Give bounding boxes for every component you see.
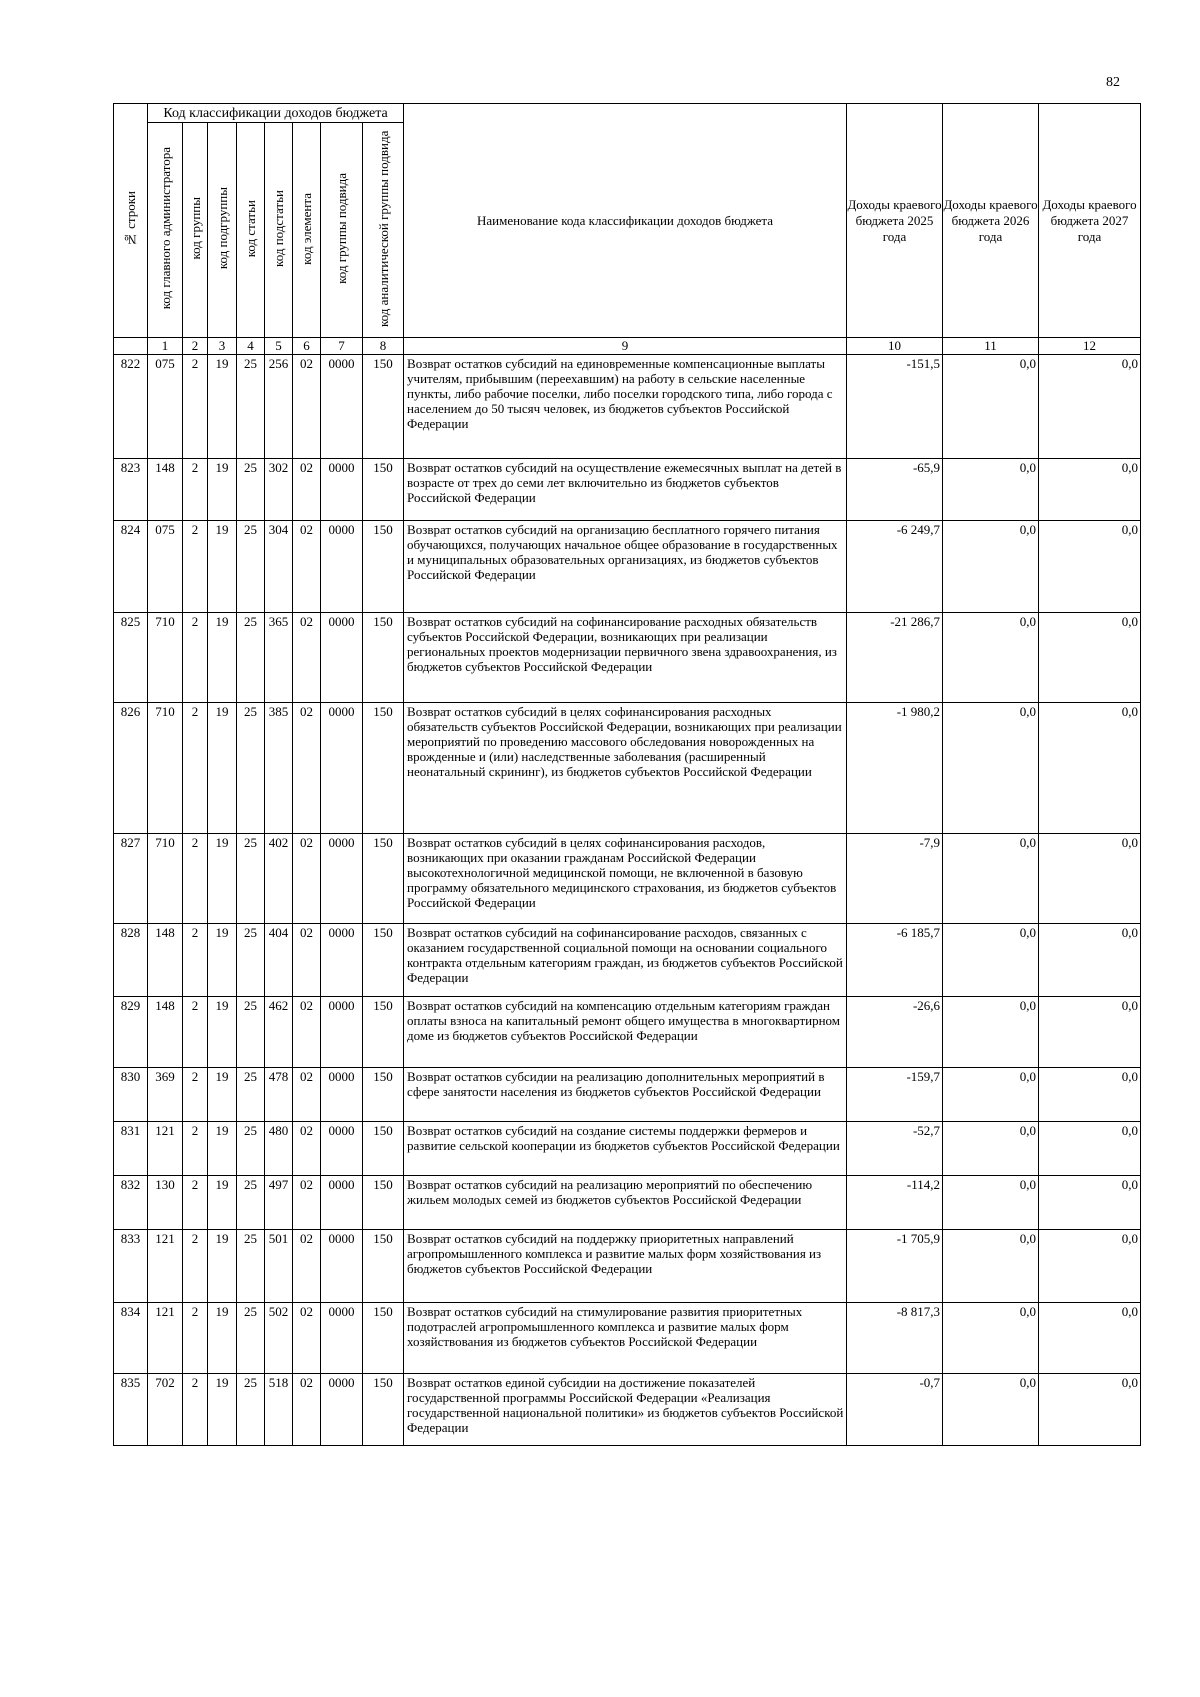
income-2025-cell: -0,7 (847, 1374, 943, 1446)
subgroup-code-cell: 19 (208, 924, 237, 997)
subarticle-code-cell: 502 (265, 1303, 293, 1374)
subarticle-code-cell: 501 (265, 1230, 293, 1303)
element-code-cell: 02 (293, 924, 321, 997)
analytic-group-code-cell: 150 (363, 613, 404, 703)
row-number-cell: 830 (114, 1068, 148, 1122)
header-code-subtype-group (321, 123, 363, 338)
income-2026-cell: 0,0 (943, 1303, 1039, 1374)
table-row (114, 355, 1141, 459)
column-number: 10 (847, 338, 943, 355)
group-code-cell: 2 (183, 355, 208, 459)
table-row (114, 703, 1141, 834)
analytic-group-code-cell: 150 (363, 1068, 404, 1122)
income-2026-cell: 0,0 (943, 355, 1039, 459)
income-2026-cell: 0,0 (943, 613, 1039, 703)
group-code-cell: 2 (183, 834, 208, 924)
subgroup-code-cell: 19 (208, 613, 237, 703)
subgroup-code-cell: 19 (208, 834, 237, 924)
income-2027-cell: 0,0 (1039, 613, 1141, 703)
header-code-admin (148, 123, 183, 338)
income-2027-cell: 0,0 (1039, 1122, 1141, 1176)
income-2027-cell: 0,0 (1039, 355, 1141, 459)
subtype-group-code-cell: 0000 (321, 1230, 363, 1303)
column-number: 2 (183, 338, 208, 355)
revenue-name-cell: Возврат остатков субсидий на компенсацию отдельным категориям граждан оплаты взноса на капитальный ремонт общего имущества в многоквартирном доме из бюджетов субъектов Российской Федерации (404, 997, 847, 1068)
header-row-number-label: № строки (123, 190, 138, 248)
income-2025-cell: -8 817,3 (847, 1303, 943, 1374)
analytic-group-code-cell: 150 (363, 703, 404, 834)
element-code-cell: 02 (293, 613, 321, 703)
header-code-article (237, 123, 265, 338)
subtype-group-code-cell: 0000 (321, 613, 363, 703)
subarticle-code-cell: 302 (265, 459, 293, 521)
income-2027-cell: 0,0 (1039, 834, 1141, 924)
income-2025-cell: -151,5 (847, 355, 943, 459)
subtype-group-code-cell: 0000 (321, 521, 363, 613)
element-code-cell: 02 (293, 834, 321, 924)
income-2026-cell: 0,0 (943, 1374, 1039, 1446)
row-number-cell: 823 (114, 459, 148, 521)
income-2025-cell: -114,2 (847, 1176, 943, 1230)
article-code-cell: 25 (237, 1303, 265, 1374)
column-number: 12 (1039, 338, 1141, 355)
header-row-number (114, 104, 148, 338)
element-code-cell: 02 (293, 1176, 321, 1230)
column-number: 9 (404, 338, 847, 355)
row-number-cell: 824 (114, 521, 148, 613)
subarticle-code-cell: 404 (265, 924, 293, 997)
column-number: 8 (363, 338, 404, 355)
analytic-group-code-cell: 150 (363, 1122, 404, 1176)
subarticle-code-cell: 480 (265, 1122, 293, 1176)
revenue-name-cell: Возврат остатков единой субсидии на достижение показателей государственной программы Российской Федерации «Реализация государственной национальной политики» из бюджетов субъектов Российской Федерации (404, 1374, 847, 1446)
group-code-cell: 2 (183, 1303, 208, 1374)
analytic-group-code-cell: 150 (363, 997, 404, 1068)
row-number-cell: 822 (114, 355, 148, 459)
income-2025-cell: -26,6 (847, 997, 943, 1068)
row-number-cell: 835 (114, 1374, 148, 1446)
column-number: 11 (943, 338, 1039, 355)
subgroup-code-cell: 19 (208, 355, 237, 459)
element-code-cell: 02 (293, 355, 321, 459)
admin-code-cell: 148 (148, 924, 183, 997)
column-number: 3 (208, 338, 237, 355)
row-number-cell: 833 (114, 1230, 148, 1303)
subgroup-code-cell: 19 (208, 1374, 237, 1446)
group-code-cell: 2 (183, 613, 208, 703)
element-code-cell: 02 (293, 703, 321, 834)
subtype-group-code-cell: 0000 (321, 355, 363, 459)
income-2025-cell: -21 286,7 (847, 613, 943, 703)
table-row (114, 1176, 1141, 1230)
article-code-cell: 25 (237, 355, 265, 459)
header-code-admin-label: код главного администратора (157, 147, 173, 310)
subtype-group-code-cell: 0000 (321, 1374, 363, 1446)
income-2027-cell: 0,0 (1039, 521, 1141, 613)
subtype-group-code-cell: 0000 (321, 1303, 363, 1374)
income-2027-cell: 0,0 (1039, 1230, 1141, 1303)
admin-code-cell: 710 (148, 703, 183, 834)
income-2026-cell: 0,0 (943, 459, 1039, 521)
income-2025-cell: -65,9 (847, 459, 943, 521)
article-code-cell: 25 (237, 1176, 265, 1230)
income-2027-cell: 0,0 (1039, 703, 1141, 834)
element-code-cell: 02 (293, 1122, 321, 1176)
analytic-group-code-cell: 150 (363, 924, 404, 997)
admin-code-cell: 075 (148, 355, 183, 459)
income-2027-cell: 0,0 (1039, 1176, 1141, 1230)
table-row (114, 1230, 1141, 1303)
subtype-group-code-cell: 0000 (321, 1068, 363, 1122)
table-row (114, 924, 1141, 997)
subgroup-code-cell: 19 (208, 1122, 237, 1176)
column-number-row (114, 338, 1141, 355)
table-row (114, 521, 1141, 613)
column-number: 7 (321, 338, 363, 355)
income-2026-cell: 0,0 (943, 1068, 1039, 1122)
element-code-cell: 02 (293, 997, 321, 1068)
admin-code-cell: 075 (148, 521, 183, 613)
article-code-cell: 25 (237, 1122, 265, 1176)
subarticle-code-cell: 497 (265, 1176, 293, 1230)
subtype-group-code-cell: 0000 (321, 1122, 363, 1176)
row-number-cell: 827 (114, 834, 148, 924)
header-code-analytic-group (363, 123, 404, 338)
group-code-cell: 2 (183, 703, 208, 834)
subarticle-code-cell: 518 (265, 1374, 293, 1446)
element-code-cell: 02 (293, 1230, 321, 1303)
income-2026-cell: 0,0 (943, 1176, 1039, 1230)
revenue-name-cell: Возврат остатков субсидии на реализацию дополнительных мероприятий в сфере занятости населения из бюджетов субъектов Российской Федерации (404, 1068, 847, 1122)
row-number-cell: 834 (114, 1303, 148, 1374)
admin-code-cell: 148 (148, 459, 183, 521)
admin-code-cell: 121 (148, 1230, 183, 1303)
admin-code-cell: 130 (148, 1176, 183, 1230)
subgroup-code-cell: 19 (208, 521, 237, 613)
article-code-cell: 25 (237, 459, 265, 521)
row-number-cell: 831 (114, 1122, 148, 1176)
revenue-name-cell: Возврат остатков субсидий на софинансирование расходных обязательств субъектов Российской Федерации, возникающих при реализации региональных проектов модернизации первичного звена здравоохранения, из бюджетов субъектов Российской Федерации (404, 613, 847, 703)
income-2027-cell: 0,0 (1039, 459, 1141, 521)
admin-code-cell: 148 (148, 997, 183, 1068)
analytic-group-code-cell: 150 (363, 521, 404, 613)
table-header (114, 104, 1141, 355)
row-number-cell: 829 (114, 997, 148, 1068)
income-2027-cell: 0,0 (1039, 1374, 1141, 1446)
income-2027-cell: 0,0 (1039, 1303, 1141, 1374)
table-row (114, 1122, 1141, 1176)
admin-code-cell: 121 (148, 1303, 183, 1374)
subtype-group-code-cell: 0000 (321, 997, 363, 1068)
subarticle-code-cell: 256 (265, 355, 293, 459)
table-row (114, 834, 1141, 924)
element-code-cell: 02 (293, 1303, 321, 1374)
income-2026-cell: 0,0 (943, 1230, 1039, 1303)
revenue-name-cell: Возврат остатков субсидий на создание системы поддержки фермеров и развитие сельской кооперации из бюджетов субъектов Российской Федерации (404, 1122, 847, 1176)
admin-code-cell: 710 (148, 834, 183, 924)
income-2026-cell: 0,0 (943, 834, 1039, 924)
analytic-group-code-cell: 150 (363, 1374, 404, 1446)
income-2026-cell: 0,0 (943, 703, 1039, 834)
subgroup-code-cell: 19 (208, 703, 237, 834)
table-row (114, 1303, 1141, 1374)
article-code-cell: 25 (237, 997, 265, 1068)
analytic-group-code-cell: 150 (363, 834, 404, 924)
article-code-cell: 25 (237, 1374, 265, 1446)
header-income-2027: Доходы краевого бюджета 2027 года (1039, 104, 1141, 338)
income-2025-cell: -7,9 (847, 834, 943, 924)
group-code-cell: 2 (183, 1068, 208, 1122)
header-code-analytic-group-label: код аналитической группы подвида (375, 130, 391, 327)
header-income-2026: Доходы краевого бюджета 2026 года (943, 104, 1039, 338)
revenue-name-cell: Возврат остатков субсидий в целях софинансирования расходов, возникающих при оказании гражданам Российской Федерации высокотехнологичной медицинской помощи, не включенной в базовую программу обязательного медицинского страхования, из бюджетов субъектов Российской Федерации (404, 834, 847, 924)
group-code-cell: 2 (183, 1176, 208, 1230)
subarticle-code-cell: 304 (265, 521, 293, 613)
header-income-2025: Доходы краевого бюджета 2025 года (847, 104, 943, 338)
subgroup-code-cell: 19 (208, 459, 237, 521)
group-code-cell: 2 (183, 924, 208, 997)
subtype-group-code-cell: 0000 (321, 1176, 363, 1230)
column-number: 6 (293, 338, 321, 355)
table-body (114, 355, 1141, 1446)
header-code-group: Код классификации доходов бюджета (148, 104, 404, 123)
subarticle-code-cell: 402 (265, 834, 293, 924)
header-name: Наименование кода классификации доходов бюджета (404, 104, 847, 338)
row-number-cell: 832 (114, 1176, 148, 1230)
article-code-cell: 25 (237, 521, 265, 613)
article-code-cell: 25 (237, 1068, 265, 1122)
subgroup-code-cell: 19 (208, 997, 237, 1068)
income-2025-cell: -159,7 (847, 1068, 943, 1122)
element-code-cell: 02 (293, 459, 321, 521)
table-row (114, 1068, 1141, 1122)
subtype-group-code-cell: 0000 (321, 459, 363, 521)
subarticle-code-cell: 478 (265, 1068, 293, 1122)
income-2026-cell: 0,0 (943, 521, 1039, 613)
element-code-cell: 02 (293, 1068, 321, 1122)
income-2027-cell: 0,0 (1039, 924, 1141, 997)
subtype-group-code-cell: 0000 (321, 834, 363, 924)
table-row (114, 1374, 1141, 1446)
group-code-cell: 2 (183, 459, 208, 521)
analytic-group-code-cell: 150 (363, 1176, 404, 1230)
header-code-subarticle (265, 123, 293, 338)
admin-code-cell: 702 (148, 1374, 183, 1446)
header-code-subgroup (208, 123, 237, 338)
article-code-cell: 25 (237, 703, 265, 834)
subgroup-code-cell: 19 (208, 1176, 237, 1230)
revenue-name-cell: Возврат остатков субсидий в целях софинансирования расходных обязательств субъектов Российской Федерации, возникающих при реализации мероприятий по проведению массового обследования новорожденных на врожденные и (или) наследственные заболевания (расширенный неонатальный скрининг), из бюджетов субъектов Российской Федерации (404, 703, 847, 834)
analytic-group-code-cell: 150 (363, 1303, 404, 1374)
column-number: 5 (265, 338, 293, 355)
income-2026-cell: 0,0 (943, 997, 1039, 1068)
article-code-cell: 25 (237, 613, 265, 703)
analytic-group-code-cell: 150 (363, 355, 404, 459)
group-code-cell: 2 (183, 997, 208, 1068)
revenue-name-cell: Возврат остатков субсидий на единовременные компенсационные выплаты учителям, прибывшим (переехавшим) на работу в сельские населенные пункты, либо рабочие поселки, либо поселки городского типа, либо города с населением до 50 тысяч человек, из бюджетов субъектов Российской Федерации (404, 355, 847, 459)
table-row (114, 613, 1141, 703)
header-code-subtype-group-label: код группы подвида (334, 173, 349, 284)
article-code-cell: 25 (237, 1230, 265, 1303)
income-2025-cell: -6 185,7 (847, 924, 943, 997)
header-code-element (293, 123, 321, 338)
revenue-name-cell: Возврат остатков субсидий на реализацию мероприятий по обеспечению жильем молодых семей из бюджетов субъектов Российской Федерации (404, 1176, 847, 1230)
element-code-cell: 02 (293, 521, 321, 613)
header-code-subarticle-label: код подстатьи (271, 190, 286, 267)
table-row (114, 459, 1141, 521)
income-2025-cell: -52,7 (847, 1122, 943, 1176)
budget-revenue-table (113, 103, 1141, 1446)
row-number-cell: 825 (114, 613, 148, 703)
income-2027-cell: 0,0 (1039, 997, 1141, 1068)
income-2025-cell: -6 249,7 (847, 521, 943, 613)
revenue-name-cell: Возврат остатков субсидий на организацию бесплатного горячего питания обучающихся, получающих начальное общее образование в государственных и муниципальных образовательных организациях, из бюджетов субъектов Российской Федерации (404, 521, 847, 613)
subgroup-code-cell: 19 (208, 1303, 237, 1374)
page-number: 82 (1106, 75, 1120, 90)
analytic-group-code-cell: 150 (363, 1230, 404, 1303)
table-row (114, 997, 1141, 1068)
income-2026-cell: 0,0 (943, 924, 1039, 997)
header-code-group-col (183, 123, 208, 338)
row-number-cell: 828 (114, 924, 148, 997)
column-number: 4 (237, 338, 265, 355)
income-2027-cell: 0,0 (1039, 1068, 1141, 1122)
column-number (114, 338, 148, 355)
revenue-name-cell: Возврат остатков субсидий на софинансирование расходов, связанных с оказанием государственной социальной помощи на основании социального контракта отдельным категориям граждан, из бюджетов субъектов Российской Федерации (404, 924, 847, 997)
group-code-cell: 2 (183, 1230, 208, 1303)
admin-code-cell: 121 (148, 1122, 183, 1176)
subarticle-code-cell: 365 (265, 613, 293, 703)
revenue-name-cell: Возврат остатков субсидий на стимулирование развития приоритетных подотраслей агропромышленного комплекса и развитие малых форм хозяйствования из бюджетов субъектов Российской Федерации (404, 1303, 847, 1374)
subarticle-code-cell: 385 (265, 703, 293, 834)
article-code-cell: 25 (237, 834, 265, 924)
revenue-name-cell: Возврат остатков субсидий на поддержку приоритетных направлений агропромышленного комплекса и развитие малых форм хозяйствования из бюджетов субъектов Российской Федерации (404, 1230, 847, 1303)
header-code-element-label: код элемента (299, 192, 314, 265)
income-2025-cell: -1 705,9 (847, 1230, 943, 1303)
income-2025-cell: -1 980,2 (847, 703, 943, 834)
subgroup-code-cell: 19 (208, 1230, 237, 1303)
income-2026-cell: 0,0 (943, 1122, 1039, 1176)
group-code-cell: 2 (183, 1374, 208, 1446)
subarticle-code-cell: 462 (265, 997, 293, 1068)
subgroup-code-cell: 19 (208, 1068, 237, 1122)
row-number-cell: 826 (114, 703, 148, 834)
group-code-cell: 2 (183, 1122, 208, 1176)
analytic-group-code-cell: 150 (363, 459, 404, 521)
admin-code-cell: 710 (148, 613, 183, 703)
revenue-name-cell: Возврат остатков субсидий на осуществление ежемесячных выплат на детей в возрасте от трех до семи лет включительно из бюджетов субъектов Российской Федерации (404, 459, 847, 521)
header-code-subgroup-label: код подгруппы (214, 187, 230, 270)
subtype-group-code-cell: 0000 (321, 924, 363, 997)
subtype-group-code-cell: 0000 (321, 703, 363, 834)
column-number: 1 (148, 338, 183, 355)
group-code-cell: 2 (183, 521, 208, 613)
article-code-cell: 25 (237, 924, 265, 997)
admin-code-cell: 369 (148, 1068, 183, 1122)
header-code-group-label: код группы (187, 197, 203, 260)
header-code-article-label: код статьи (243, 199, 258, 258)
element-code-cell: 02 (293, 1374, 321, 1446)
